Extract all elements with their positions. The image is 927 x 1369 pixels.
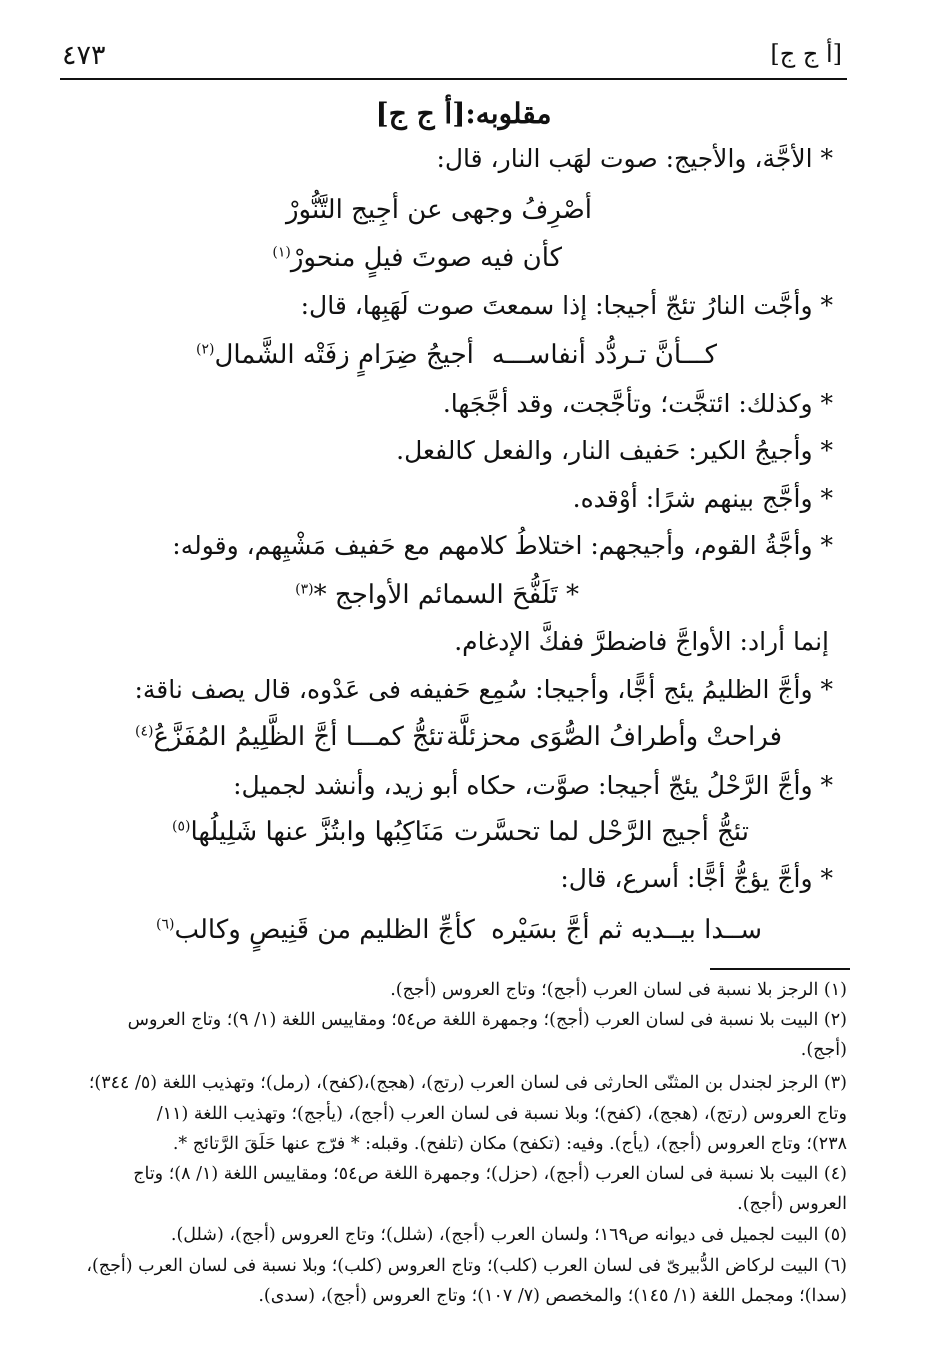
footnote-ref-6[interactable]: (٦) (156, 916, 175, 933)
footnote-ref-4[interactable]: (٤) (135, 723, 154, 740)
footnote-3-line-3: ٢٣٨)؛ وتاج العروس (أجج)، (يأج). وفيه: (تكفح) مكان (تلفح). وقبله: * فرّج عنها حَلَقَ الرَّتائج *. (172, 1134, 847, 1154)
footnote-6-line-2: (سدا)؛ ومجمل اللغة (١/ ١٤٥)؛ والمخصص (٧/ ١٠٧)؛ وتاج العروس (أجج)، (سدى). (258, 1286, 847, 1306)
entry-line-1: * الأجَّة، والأجيج: صوت لهَب النار، قال: (436, 144, 833, 173)
page-number: ٤٧٣ (62, 40, 106, 71)
verse-5-second-hemistich: مَنَاكِبُها وابتُزَّ عنها شَلِيلُها$^{(٥)}$ (172, 817, 445, 847)
footnote-1: (١) الرجز بلا نسبة فى لسان العرب (أجج)؛ وتاج العروس (أجج). (390, 980, 847, 1000)
verse-4-second-hemistich: تئجُّ كمـــا أجَّ الظَّلِيمُ المُفَزَّعُ$^{(٤)}$ (135, 722, 445, 752)
verse-6-first-hemistich: ســدا بيــديه ثم أجَّ بسَيْره (491, 915, 762, 945)
footnote-2-line-1: (٢) البيت بلا نسبة فى لسان العرب (أجج)؛ وجمهرة اللغة ص٥٤؛ ومقاييس اللغة (١/ ٩)؛ وتاج العروس (127, 1010, 847, 1030)
running-head: [أ ج ج] (770, 40, 842, 68)
verse-4-first-hemistich: فراحتْ وأطرافُ الصُّوَى محزئلَّة (446, 722, 782, 752)
footnote-ref-1[interactable]: (١) (272, 244, 291, 261)
footnote-5: (٥) البيت لجميل فى ديوانه ص١٦٩؛ ولسان العرب (أجج)، (شلل)؛ وتاج العروس (أجج)، (شلل). (170, 1225, 847, 1245)
footnote-2-line-2: (أجج). (800, 1040, 847, 1060)
footnote-ref-3[interactable]: (٣) (295, 581, 314, 598)
entry-line-5: * وأجَّج بينهم شرًا: أوْقده. (572, 484, 833, 513)
verse-2-first-hemistich: كـــأنَّ تـردُّد أنفاســـه (491, 340, 717, 370)
entry-line-4: * وأجيجُ الكير: حَفيف النار، والفعل كالفعل. (396, 436, 833, 465)
entry-line-3: * وكذلك: ائتجَّت؛ وتأجَّجت، وقد أجَّجَها. (442, 389, 833, 418)
entry-line-9: * وأجَّ الرَّحْلُ يئجّ أجيجا: صوَّت، حكاه أبو زيد، وأنشد لجميل: (233, 771, 833, 800)
footnote-3-line-1: (٣) الرجز لجندل بن المثنّى الحارثى فى لسان العرب (رتج)، (هجج)،(كفح)، (رمل)؛ وتهذيب اللغة (٥/ ٣٤٤)؛ (88, 1073, 847, 1093)
footnote-6-line-1: (٦) البيت لركاض الدُّبيرىّ فى لسان العرب (كلب)؛ وتاج العروس (كلب)؛ وبلا نسبة فى لسان العرب (أجج)، (86, 1256, 847, 1276)
footnote-ref-2[interactable]: (٢) (196, 341, 215, 358)
verse-5-first-hemistich: تئجُّ أجيج الرَّحْل لما تحسَّرت (453, 817, 749, 847)
section-title: مقلوبه:[أ ج ج] (375, 97, 552, 130)
entry-line-2: * وأجَّت النارُ تئجّ أجيجا: إذا سمعتَ صوت لَهَبِها، قال: (300, 291, 833, 320)
footnote-4-line-2: العروس (أجج). (737, 1194, 847, 1214)
entry-line-10: * وأجَّ يؤجُّ أجًّا: أسرع، قال: (560, 864, 833, 893)
verse-1a: أصْرِفُ وجهى عن أجِيج التَّنُّورْ (286, 195, 592, 225)
footnote-3-line-2: وتاج العروس (رتج)، (هجج)، (كفح)؛ وبلا نسبة فى لسان العرب (أجج)، (يأجج)؛ وتهذيب اللغة (١١/ (156, 1104, 847, 1124)
entry-line-6: * وأجَّةُ القوم، وأجيجهم: اختلاطُ كلامهم مع حَفيف مَشْيِهم، وقوله: (172, 531, 833, 560)
header-rule (60, 78, 847, 80)
verse-3: * تَلَفُّحَ السمائم الأواجج *$^{(٣)}$ (295, 580, 579, 610)
entry-line-7: إنما أراد: الأواجَّ فاضطرَّ ففكَّ الإدغام. (454, 627, 829, 656)
verse-1b: كأن فيه صوتَ فيلٍ منحورْ$^{(١)}$ (272, 243, 562, 273)
footnote-ref-5[interactable]: (٥) (172, 818, 191, 835)
footnote-4-line-1: (٤) البيت بلا نسبة فى لسان العرب (أجج)، (حزل)؛ وجمهرة اللغة ص٥٤؛ ومقاييس اللغة (١/ ٨)؛ وتاج (133, 1164, 847, 1184)
verse-6-second-hemistich: كأجِّ الظليم من قَنِيصٍ وكالب$^{(٦)}$ (156, 915, 475, 945)
footnote-rule (710, 968, 850, 970)
entry-line-8: * وأجَّ الظليمُ يئج أجًّا، وأجيجا: سُمِع حَفيفه فى عَدْوه، قال يصف ناقة: (134, 675, 833, 704)
verse-2-second-hemistich: أجيجُ ضِرَامٍ زفَتْه الشَّمال$^{(٢)}$ (196, 340, 474, 370)
